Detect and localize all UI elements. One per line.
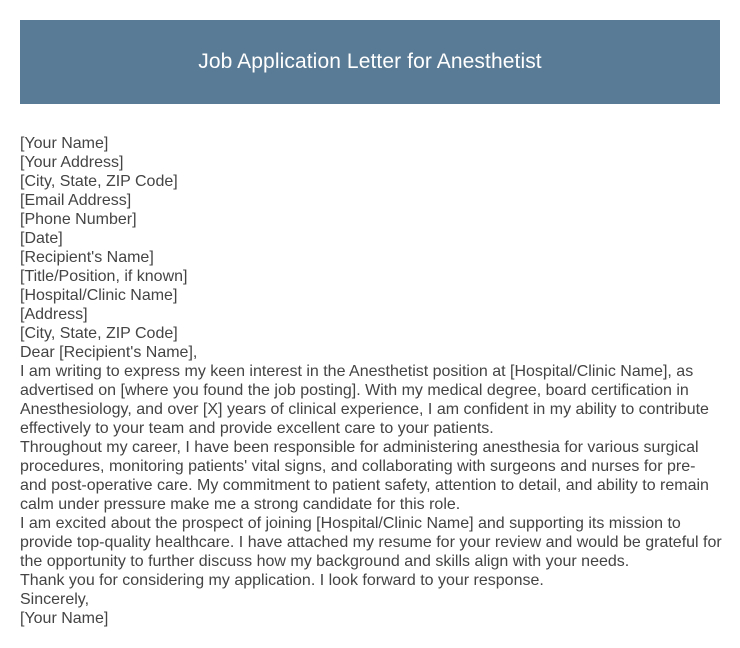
letter-body — [20, 134, 724, 628]
paragraph-intro: I am writing to express my keen interest in the Anesthetist position at [Hospital/Clinic Name], as advertised on [where you found the job posting]. With my medical degree, board certification in Anesthesiology, and over [X] years of clinical experience, I am confident in my ability to contribute effectively to your team and provide excellent care to your patients. — [20, 363, 709, 437]
closing: Sincerely, — [20, 591, 90, 608]
recipient-name: [Recipient's Name] — [20, 249, 154, 266]
recipient-city-state-zip: [City, State, ZIP Code] — [20, 325, 178, 342]
letter-date: [Date] — [20, 230, 63, 247]
paragraph-motivation: I am excited about the prospect of joining [Hospital/Clinic Name] and supporting its mission to provide top-quality healthcare. I have attached my resume for your review and would be grateful for the opportunity to further discuss how my background and skills align with your needs. — [20, 515, 722, 570]
sender-phone: [Phone Number] — [20, 211, 137, 228]
paragraph-thanks: Thank you for considering my application. I look forward to your response. — [20, 572, 544, 589]
recipient-address: [Address] — [20, 306, 88, 323]
recipient-organization: [Hospital/Clinic Name] — [20, 287, 178, 304]
signature: [Your Name] — [20, 610, 109, 627]
sender-address: [Your Address] — [20, 154, 124, 171]
recipient-title: [Title/Position, if known] — [20, 268, 188, 285]
sender-city-state-zip: [City, State, ZIP Code] — [20, 173, 178, 190]
header-banner — [20, 20, 720, 104]
sender-email: [Email Address] — [20, 192, 132, 209]
salutation: Dear [Recipient's Name], — [20, 344, 198, 361]
sender-name: [Your Name] — [20, 135, 109, 152]
paragraph-experience: Throughout my career, I have been responsible for administering anesthesia for various surgical procedures, monitoring patients' vital signs, and collaborating with surgeons and nurses for pre- and post-operative care. My commitment to patient safety, attention to detail, and ability to remain calm under pressure make me a strong candidate for this role. — [20, 439, 709, 513]
page-title: Job Application Letter for Anesthetist — [198, 50, 542, 73]
